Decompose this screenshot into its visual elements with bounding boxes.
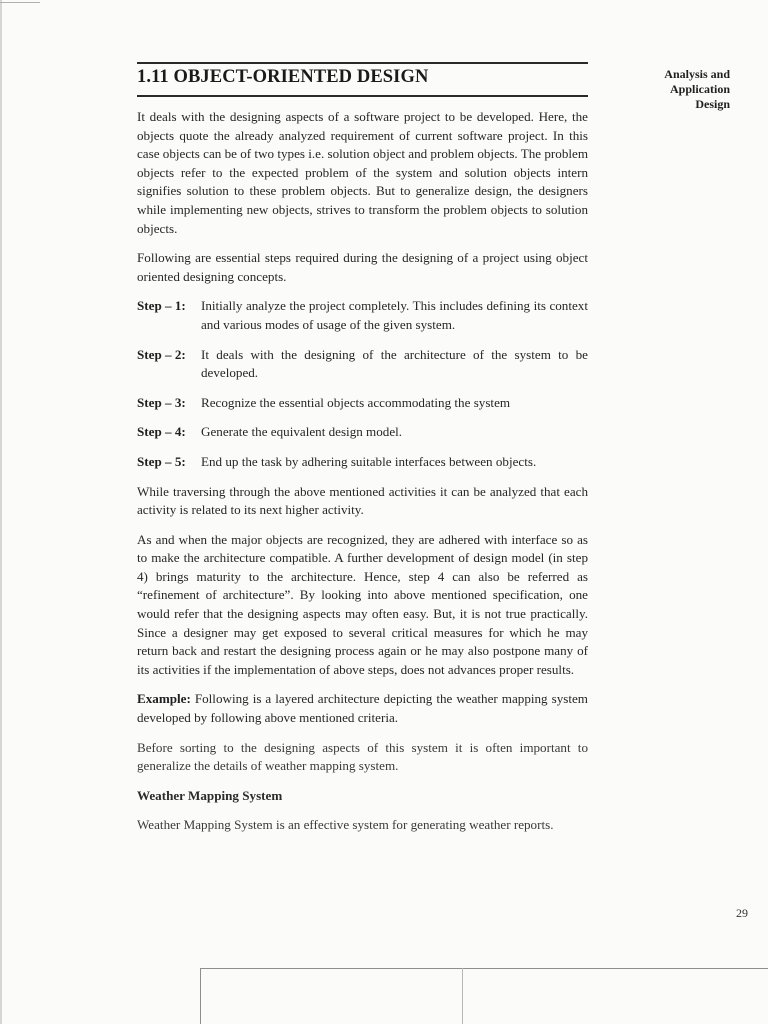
page-edge [0, 0, 2, 1024]
paragraph-activities: While traversing through the above mentioned activities it can be analyzed that each activity is related to its next higher activity. [137, 483, 588, 518]
step-label: Step – 1: [137, 298, 186, 314]
step-label: Step – 4: [137, 424, 186, 440]
step-label: Step – 5: [137, 453, 186, 469]
step-text: Initially analyze the project completely. This includes defining its context and various modes of usage of the given system. [201, 298, 588, 332]
step-item [137, 453, 588, 472]
title-rule-top [137, 62, 588, 64]
step-item [137, 346, 588, 383]
step-label: Step – 2: [137, 346, 186, 362]
scan-artifact-line [200, 968, 201, 1024]
paragraph-architecture: As and when the major objects are recognized, they are adhered with interface so as to make the architecture compatible. A further development of design model (in step 4) brings maturity to the architecture. Hence, step 4 can also be referred as “refinement of architecture”. By looking into above mentioned specification, one would refer that the designing aspects may often easy. But, it is not true practically. Since a designer may get exposed to several critical measures for which he may return back and restart the designing process again or he may also postpone many of its activities if the implementation of above steps, does not advances proper results. [137, 531, 588, 677]
side-label-line: Analysis and [664, 67, 730, 81]
paragraph-weather-mapping: Weather Mapping System is an effective system for generating weather reports. [137, 817, 554, 833]
step-text: Recognize the essential objects accommodating the system [201, 394, 511, 410]
page-number: 29 [736, 906, 748, 920]
step-text: End up the task by adhering suitable interfaces between objects. [201, 453, 537, 469]
side-label-line: Application [669, 82, 730, 96]
paragraph-example [137, 690, 588, 727]
step-item [137, 394, 588, 413]
paragraph-intro: It deals with the designing aspects of a software project to be developed. Here, the objects quote the already analyzed requirement of current software project. In this case objects can be of two types i.e. solution object and problem objects. The problem objects refer to the expected problem of the system and solution objects intern signifies solution to these problem objects. But to generalize design, the designers while implementing new objects, strives to transform the problem objects to solution objects. [137, 109, 589, 236]
subheading-weather-mapping: Weather Mapping System [137, 787, 283, 803]
step-text: It deals with the designing of the architecture of the system to be developed. [201, 346, 588, 381]
example-text: Following is a layered architecture depicting the weather mapping system developed by following above mentioned criteria. [137, 691, 588, 726]
section-title: 1.11 OBJECT-ORIENTED DESIGN [137, 67, 429, 87]
side-label-line: Design [695, 97, 730, 111]
scan-artifact-line [200, 968, 768, 969]
body-content [137, 108, 588, 846]
scan-artifact-line [462, 968, 463, 1024]
step-item [137, 297, 588, 334]
step-text: Generate the equivalent design model. [201, 424, 403, 440]
paragraph-steps-intro: Following are essential steps required during the designing of a project using object oriented designing concepts. [137, 250, 588, 284]
side-label [620, 67, 730, 112]
title-rule-bottom [137, 95, 588, 97]
step-item [137, 423, 588, 442]
paragraph-before-sorting: Before sorting to the designing aspects of this system it is often important to generalize the details of weather mapping system. [137, 739, 588, 774]
page-corner-mark [0, 2, 40, 3]
step-label: Step – 3: [137, 394, 186, 410]
example-label: Example: [137, 691, 191, 707]
